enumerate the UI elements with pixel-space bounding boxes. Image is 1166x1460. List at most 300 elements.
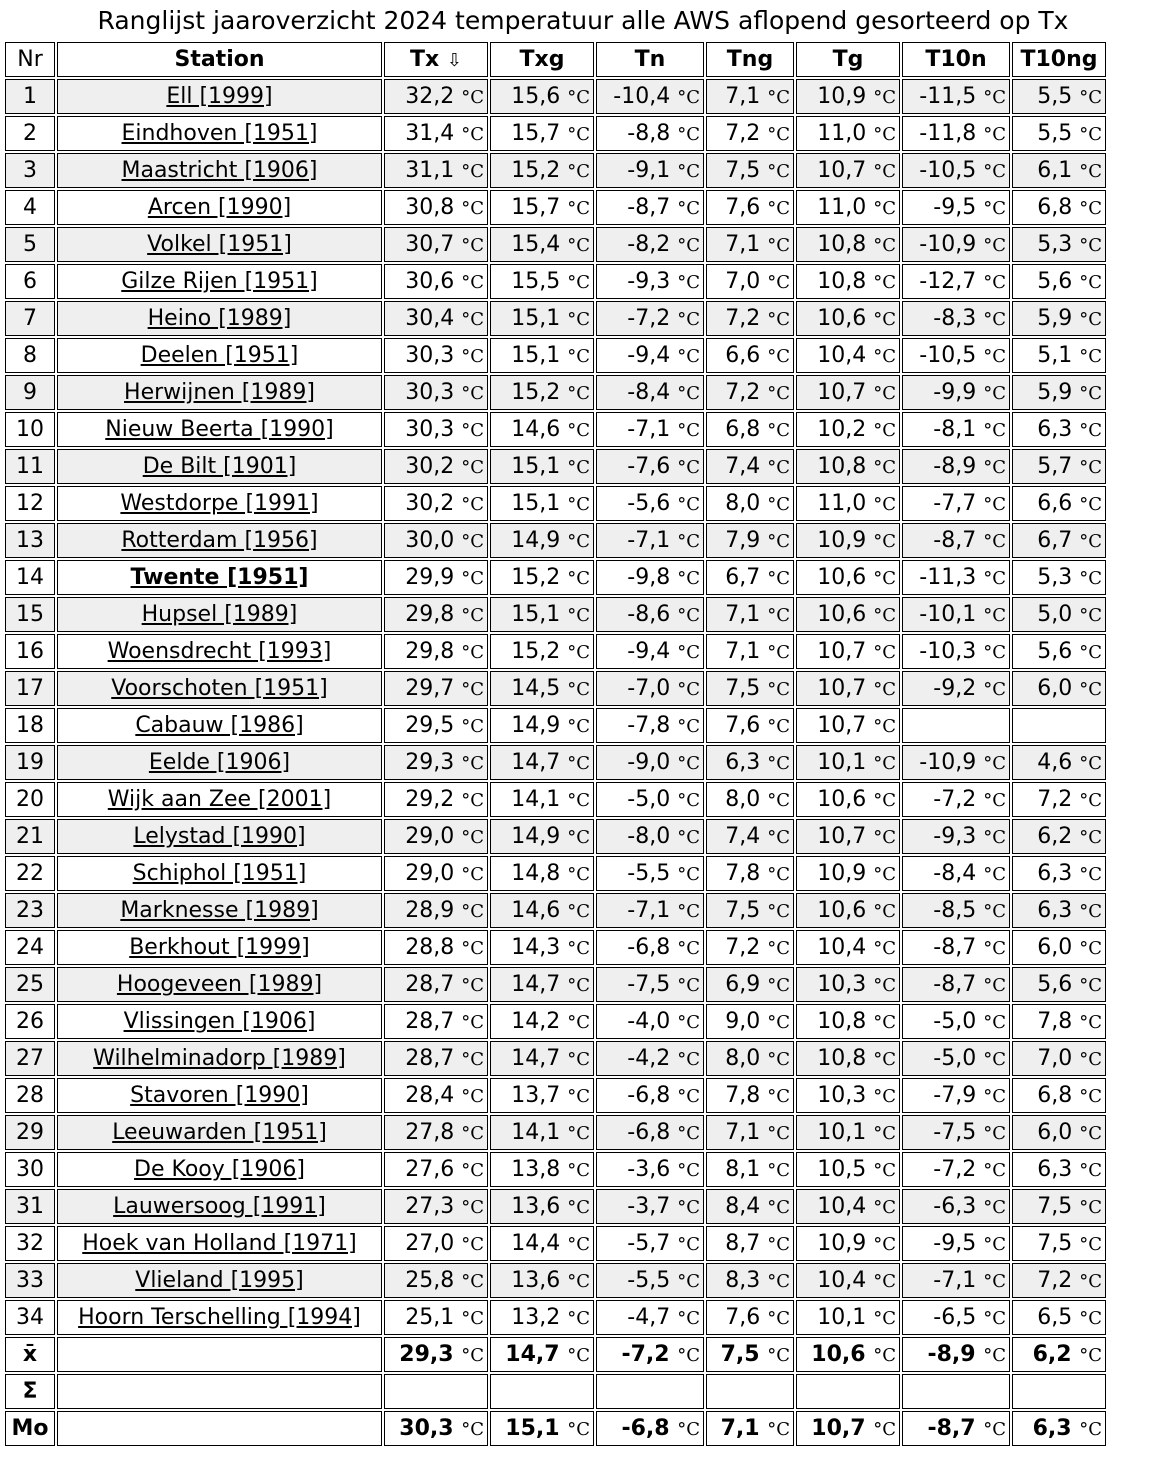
cell-txg [490,264,594,299]
station-link[interactable]: Maastricht [1906] [121,158,318,183]
station-link[interactable]: Herwijnen [1989] [124,380,315,405]
cell-txg [490,1152,594,1187]
station-link[interactable]: Hoek van Holland [1971] [82,1231,357,1256]
table-row [5,301,1106,336]
cell-value: 15,2 [511,158,561,183]
cell-nr: 21 [5,819,55,854]
cell-value: 8,3 [725,1268,761,1293]
cell-txg [490,1078,594,1113]
cell-t10ng [1012,190,1106,225]
cell-t10n [902,153,1010,188]
cell-station [57,782,382,817]
station-link[interactable]: Westdorpe [1991] [120,491,319,516]
cell-station [57,1115,382,1150]
cell-station [57,486,382,521]
cell-value: 27,8 [405,1120,455,1145]
cell-nr: 22 [5,856,55,891]
unit-label: °C [983,901,1006,922]
cell-t10n [902,486,1010,521]
cell-value: -4,0 [627,1009,671,1034]
cell-value: 7,1 [720,1416,760,1441]
cell-tx [384,1374,488,1409]
station-link[interactable]: Rotterdam [1956] [121,528,318,553]
unit-label: °C [767,642,790,663]
cell-value: 15,2 [511,380,561,405]
cell-value: 6,0 [1037,935,1073,960]
cell-tx [384,745,488,780]
cell-station [57,412,382,447]
station-link[interactable]: Leeuwarden [1951] [112,1120,327,1145]
unit-label: °C [461,272,484,293]
col-header-txg[interactable]: Txg [490,42,594,77]
cell-value: 7,4 [725,824,761,849]
unit-label: °C [677,87,700,108]
unit-label: °C [873,346,896,367]
unit-label: °C [983,975,1006,996]
cell-t10ng [1012,116,1106,151]
cell-value: 5,5 [1037,121,1073,146]
unit-label: °C [767,679,790,700]
cell-value: -7,5 [627,972,671,997]
cell-value: 10,7 [817,639,867,664]
cell-value: -8,7 [627,195,671,220]
unit-label: °C [677,827,700,848]
cell-nr: 5 [5,227,55,262]
unit-label: °C [983,1419,1006,1440]
unit-label: °C [1079,457,1102,478]
table-row [5,486,1106,521]
station-link[interactable]: Schiphol [1951] [132,861,307,886]
cell-nr: 16 [5,634,55,669]
cell-value: 15,7 [511,121,561,146]
cell-tg [796,745,900,780]
cell-value: -9,4 [627,639,671,664]
unit-label: °C [567,1234,590,1255]
table-row [5,1078,1106,1113]
cell-t10n [902,597,1010,632]
cell-value: 15,2 [511,565,561,590]
cell-value: 14,7 [505,1342,560,1367]
unit-label: °C [873,642,896,663]
cell-value: -7,1 [933,1268,977,1293]
cell-value: 6,8 [1037,1083,1073,1108]
unit-label: °C [461,1308,484,1329]
unit-label: °C [983,864,1006,885]
cell-t10ng [1012,671,1106,706]
cell-t10ng [1012,79,1106,114]
cell-tng [706,1004,794,1039]
station-link[interactable]: Vlissingen [1906] [123,1009,316,1034]
cell-value: -9,5 [933,195,977,220]
cell-tng [706,1374,794,1409]
cell-value: 6,5 [1037,1305,1073,1330]
unit-label: °C [461,346,484,367]
cell-t10ng [1012,893,1106,928]
cell-tg [796,1115,900,1150]
unit-label: °C [567,827,590,848]
unit-label: °C [1079,383,1102,404]
unit-label: °C [677,1049,700,1070]
unit-label: °C [677,1345,700,1366]
summary-row [5,1374,1106,1409]
station-link[interactable]: Eelde [1906] [148,750,291,775]
cell-t10n [902,1189,1010,1224]
unit-label: °C [1079,864,1102,885]
cell-tg [796,190,900,225]
cell-value: 11,0 [817,195,867,220]
cell-value: 11,0 [817,121,867,146]
cell-txg [490,1300,594,1335]
unit-label: °C [677,753,700,774]
cell-tn [596,856,704,891]
unit-label: °C [677,124,700,145]
station-link[interactable]: Nieuw Beerta [1990] [105,417,334,442]
unit-label: °C [873,87,896,108]
unit-label: °C [767,1419,790,1440]
cell-nr: 6 [5,264,55,299]
cell-tg [796,1263,900,1298]
unit-label: °C [767,1086,790,1107]
cell-station [57,338,382,373]
unit-label: °C [767,1123,790,1144]
cell-station [57,1300,382,1335]
station-link[interactable]: Eindhoven [1951] [121,121,318,146]
unit-label: °C [767,938,790,959]
cell-t10n [902,523,1010,558]
station-link[interactable]: Hoogeveen [1989] [116,972,323,997]
cell-value: 30,8 [405,195,455,220]
cell-t10ng [1012,634,1106,669]
unit-label: °C [461,1345,484,1366]
unit-label: °C [983,124,1006,145]
cell-value: 6,3 [1037,861,1073,886]
station-link[interactable]: Gilze Rijen [1951] [121,269,318,294]
station-link[interactable]: Stavoren [1990] [130,1083,309,1108]
unit-label: °C [677,457,700,478]
cell-value: -5,5 [627,1268,671,1293]
unit-label: °C [983,1345,1006,1366]
col-header-tg[interactable]: Tg [796,42,900,77]
cell-value: 7,6 [725,195,761,220]
col-header-station[interactable]: Station [57,42,382,77]
unit-label: °C [1079,272,1102,293]
station-link[interactable]: Twente [1951] [130,565,309,590]
cell-value: 7,8 [725,1083,761,1108]
cell-value: 31,1 [405,158,455,183]
table-row [5,264,1106,299]
cell-tn [596,1189,704,1224]
unit-label: °C [1079,161,1102,182]
unit-label: °C [767,1049,790,1070]
table-row [5,375,1106,410]
cell-value: 7,5 [725,898,761,923]
station-link[interactable]: Volkel [1951] [147,232,292,257]
unit-label: °C [1079,198,1102,219]
summary-row [5,1337,1106,1372]
cell-value: -8,4 [933,861,977,886]
cell-value: -9,1 [627,158,671,183]
unit-label: °C [567,605,590,626]
cell-station [57,301,382,336]
station-link[interactable]: Cabauw [1986] [135,713,304,738]
unit-label: °C [461,901,484,922]
cell-tg [796,301,900,336]
unit-label: °C [461,1197,484,1218]
cell-tx [384,338,488,373]
cell-tg [796,1189,900,1224]
unit-label: °C [767,1234,790,1255]
cell-value: 5,6 [1037,972,1073,997]
unit-label: °C [567,1123,590,1144]
cell-station [57,1078,382,1113]
cell-tg [796,375,900,410]
cell-tn [596,301,704,336]
unit-label: °C [677,1308,700,1329]
cell-value: 5,9 [1037,380,1073,405]
cell-t10ng [1012,819,1106,854]
unit-label: °C [1079,346,1102,367]
cell-value: -7,0 [627,676,671,701]
cell-txg [490,1337,594,1372]
cell-value: -6,5 [933,1305,977,1330]
unit-label: °C [677,346,700,367]
cell-txg [490,116,594,151]
cell-nr: 24 [5,930,55,965]
unit-label: °C [461,1123,484,1144]
cell-value: 25,1 [405,1305,455,1330]
cell-t10n [902,449,1010,484]
cell-value: 10,7 [817,380,867,405]
station-link[interactable]: Berkhout [1999] [129,935,310,960]
cell-txg [490,819,594,854]
cell-value: 6,0 [1037,676,1073,701]
unit-label: °C [873,568,896,589]
cell-txg [490,634,594,669]
unit-label: °C [767,87,790,108]
station-link[interactable]: Hoorn Terschelling [1994] [78,1305,361,1330]
unit-label: °C [767,975,790,996]
cell-station [57,708,382,743]
cell-value: -8,6 [627,602,671,627]
cell-tg [796,264,900,299]
cell-value: -6,8 [627,1120,671,1145]
cell-tn [596,1263,704,1298]
cell-nr: 25 [5,967,55,1002]
cell-txg [490,1263,594,1298]
cell-tn [596,1411,704,1446]
unit-label: °C [677,383,700,404]
col-header-tx[interactable] [384,42,488,77]
station-link[interactable]: Hupsel [1989] [141,602,298,627]
station-link[interactable]: Arcen [1990] [147,195,292,220]
cell-tn [596,782,704,817]
unit-label: °C [873,1160,896,1181]
cell-tx [384,1078,488,1113]
unit-label: °C [567,1049,590,1070]
cell-t10n [902,634,1010,669]
cell-value: 8,4 [725,1194,761,1219]
unit-label: °C [567,346,590,367]
cell-value: 13,2 [511,1305,561,1330]
cell-tn [596,1337,704,1372]
col-header-t10n[interactable]: T10n [902,42,1010,77]
unit-label: °C [461,494,484,515]
unit-label: °C [677,1234,700,1255]
cell-value: 29,5 [405,713,455,738]
cell-value: -6,8 [627,935,671,960]
cell-tg [796,819,900,854]
unit-label: °C [983,1308,1006,1329]
station-link[interactable]: De Kooy [1906] [134,1157,305,1182]
sort-descending-icon[interactable]: ⇩ [446,50,462,71]
unit-label: °C [567,864,590,885]
station-link[interactable]: Lauwersoog [1991] [113,1194,326,1219]
station-link[interactable]: De Bilt [1901] [142,454,297,479]
cell-tg [796,153,900,188]
cell-tng [706,264,794,299]
cell-value: 30,2 [405,491,455,516]
unit-label: °C [873,494,896,515]
cell-station [57,1041,382,1076]
cell-value: -6,8 [627,1083,671,1108]
col-header-tx-label: Tx [410,47,440,72]
cell-value: -10,9 [919,750,977,775]
cell-value: -8,3 [933,306,977,331]
unit-label: °C [873,198,896,219]
station-link[interactable]: Heino [1989] [147,306,292,331]
unit-label: °C [677,1197,700,1218]
unit-label: °C [677,864,700,885]
unit-label: °C [767,753,790,774]
cell-value: 5,6 [1037,269,1073,294]
cell-t10ng [1012,967,1106,1002]
cell-tn [596,412,704,447]
cell-value: 10,6 [817,565,867,590]
cell-tn [596,708,704,743]
station-link[interactable]: Vlieland [1995] [135,1268,304,1293]
table-row [5,79,1106,114]
cell-tn [596,819,704,854]
unit-label: °C [461,198,484,219]
unit-label: °C [873,1419,896,1440]
unit-label: °C [873,383,896,404]
station-link[interactable]: Wilhelminadorp [1989] [93,1046,346,1071]
cell-tg [796,893,900,928]
unit-label: °C [567,753,590,774]
station-link[interactable]: Ell [1999] [166,84,273,109]
cell-value: 30,3 [405,380,455,405]
unit-label: °C [461,642,484,663]
cell-tng [706,338,794,373]
cell-tn [596,634,704,669]
unit-label: °C [1079,642,1102,663]
cell-tx [384,708,488,743]
unit-label: °C [983,1160,1006,1181]
station-link[interactable]: Deelen [1951] [140,343,299,368]
cell-txg [490,782,594,817]
cell-nr: 31 [5,1189,55,1224]
station-link[interactable]: Marknesse [1989] [120,898,319,923]
table-row [5,1041,1106,1076]
cell-t10n [902,1078,1010,1113]
cell-txg [490,227,594,262]
station-link[interactable]: Woensdrecht [1993] [107,639,332,664]
cell-tg [796,486,900,521]
cell-nr: 8 [5,338,55,373]
cell-value: 7,1 [725,639,761,664]
cell-value: -10,4 [613,84,671,109]
unit-label: °C [1079,420,1102,441]
cell-tx [384,782,488,817]
unit-label: °C [983,494,1006,515]
cell-t10ng [1012,930,1106,965]
col-header-tng[interactable]: Tng [706,42,794,77]
unit-label: °C [1079,679,1102,700]
cell-t10ng [1012,782,1106,817]
cell-nr: 30 [5,1152,55,1187]
unit-label: °C [677,790,700,811]
unit-label: °C [1079,827,1102,848]
cell-nr: 4 [5,190,55,225]
cell-value: 10,1 [817,1305,867,1330]
cell-value: 13,6 [511,1194,561,1219]
cell-t10n [902,671,1010,706]
cell-value: 30,7 [405,232,455,257]
cell-value: -8,7 [927,1416,976,1441]
cell-t10ng [1012,1337,1106,1372]
unit-label: °C [567,1012,590,1033]
cell-t10n [902,1226,1010,1261]
col-header-tn[interactable]: Tn [596,42,704,77]
unit-label: °C [1079,605,1102,626]
unit-label: °C [1079,124,1102,145]
table-row [5,819,1106,854]
cell-tn [596,745,704,780]
summary-station-empty [57,1337,382,1372]
table-row [5,1152,1106,1187]
unit-label: °C [983,568,1006,589]
cell-station [57,819,382,854]
unit-label: °C [873,309,896,330]
table-row [5,1300,1106,1335]
station-link[interactable]: Lelystad [1990] [133,824,306,849]
cell-tng [706,116,794,151]
unit-label: °C [567,1197,590,1218]
unit-label: °C [1079,1197,1102,1218]
cell-txg [490,1004,594,1039]
cell-value: -8,7 [933,935,977,960]
cell-value: -3,7 [627,1194,671,1219]
cell-station [57,264,382,299]
cell-txg [490,745,594,780]
unit-label: °C [677,901,700,922]
cell-value: 32,2 [405,84,455,109]
unit-label: °C [567,494,590,515]
cell-tng [706,967,794,1002]
cell-tx [384,486,488,521]
station-link[interactable]: Voorschoten [1951] [111,676,328,701]
unit-label: °C [983,1086,1006,1107]
cell-value: 10,3 [817,972,867,997]
cell-value: 30,4 [405,306,455,331]
station-link[interactable]: Wijk aan Zee [2001] [107,787,332,812]
cell-value: 10,8 [817,232,867,257]
cell-value: 14,4 [511,1231,561,1256]
cell-value: 29,3 [399,1342,454,1367]
unit-label: °C [461,1086,484,1107]
summary-label: Mo [5,1411,55,1446]
col-header-t10ng[interactable]: T10ng [1012,42,1106,77]
